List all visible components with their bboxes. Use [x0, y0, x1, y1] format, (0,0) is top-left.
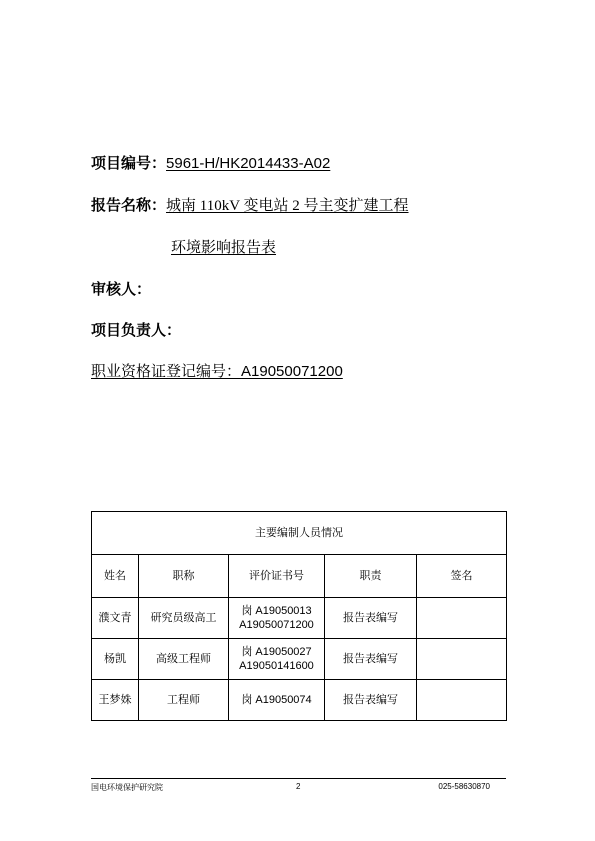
cert-line-2: A19050071200: [239, 619, 314, 631]
table-header-row: [92, 555, 507, 598]
cell-cert: [229, 680, 325, 721]
page-footer: [91, 778, 506, 793]
table-row: [92, 680, 507, 721]
project-number-label: 项目编号：: [91, 155, 167, 172]
cell-duty: 报告表编写: [325, 598, 417, 639]
table-caption-row: [92, 512, 507, 555]
cell-name: 濮文青: [92, 598, 139, 639]
report-name-line2: 环境影响报告表: [171, 240, 277, 256]
cell-name: 王梦姝: [92, 680, 139, 721]
header-name: 姓名: [92, 555, 139, 598]
cell-title: 工程师: [139, 680, 229, 721]
cell-title: 高级工程师: [139, 639, 229, 680]
cell-name: 杨凯: [92, 639, 139, 680]
cell-duty: 报告表编写: [325, 639, 417, 680]
cell-duty: 报告表编写: [325, 680, 417, 721]
table-row: [92, 639, 507, 680]
cell-title: 研究员级高工: [139, 598, 229, 639]
footer-page-number: 2: [296, 782, 301, 791]
cert-line-1: 岗 A19050027: [241, 646, 312, 658]
header-sign: 签名: [417, 555, 507, 598]
cert-number-line: [91, 360, 343, 381]
cert-line-1: 岗 A19050074: [241, 694, 312, 706]
header-cert: 评价证书号: [229, 555, 325, 598]
header-duty: 职责: [325, 555, 417, 598]
cert-line-2: A19050141600: [239, 660, 314, 672]
cell-cert: [229, 639, 325, 680]
cell-cert: [229, 598, 325, 639]
staff-table: [91, 511, 507, 721]
report-name-line: [91, 194, 409, 215]
reviewer-label: 审核人：: [91, 281, 152, 298]
project-number-value: 5961-H/HK2014433-A02: [166, 155, 331, 172]
report-name-line1: 城南 110kV 变电站 2 号主变扩建工程: [166, 198, 409, 214]
cell-sign: [417, 598, 507, 639]
cert-number-label: 职业资格证登记编号：: [91, 364, 242, 380]
table-row: [92, 598, 507, 639]
cell-sign: [417, 639, 507, 680]
report-name-label: 报告名称：: [91, 197, 167, 214]
footer-phone: 025-58630870: [438, 782, 490, 791]
cell-sign: [417, 680, 507, 721]
cert-line-1: 岗 A19050013: [241, 605, 312, 617]
project-number-line: [91, 152, 330, 173]
header-title: 职称: [139, 555, 229, 598]
footer-org: 国电环境保护研究院: [91, 783, 163, 792]
table-caption: 主要编制人员情况: [92, 512, 507, 555]
project-lead-label: 项目负责人：: [91, 322, 182, 339]
cert-number-value: A19050071200: [241, 363, 343, 380]
